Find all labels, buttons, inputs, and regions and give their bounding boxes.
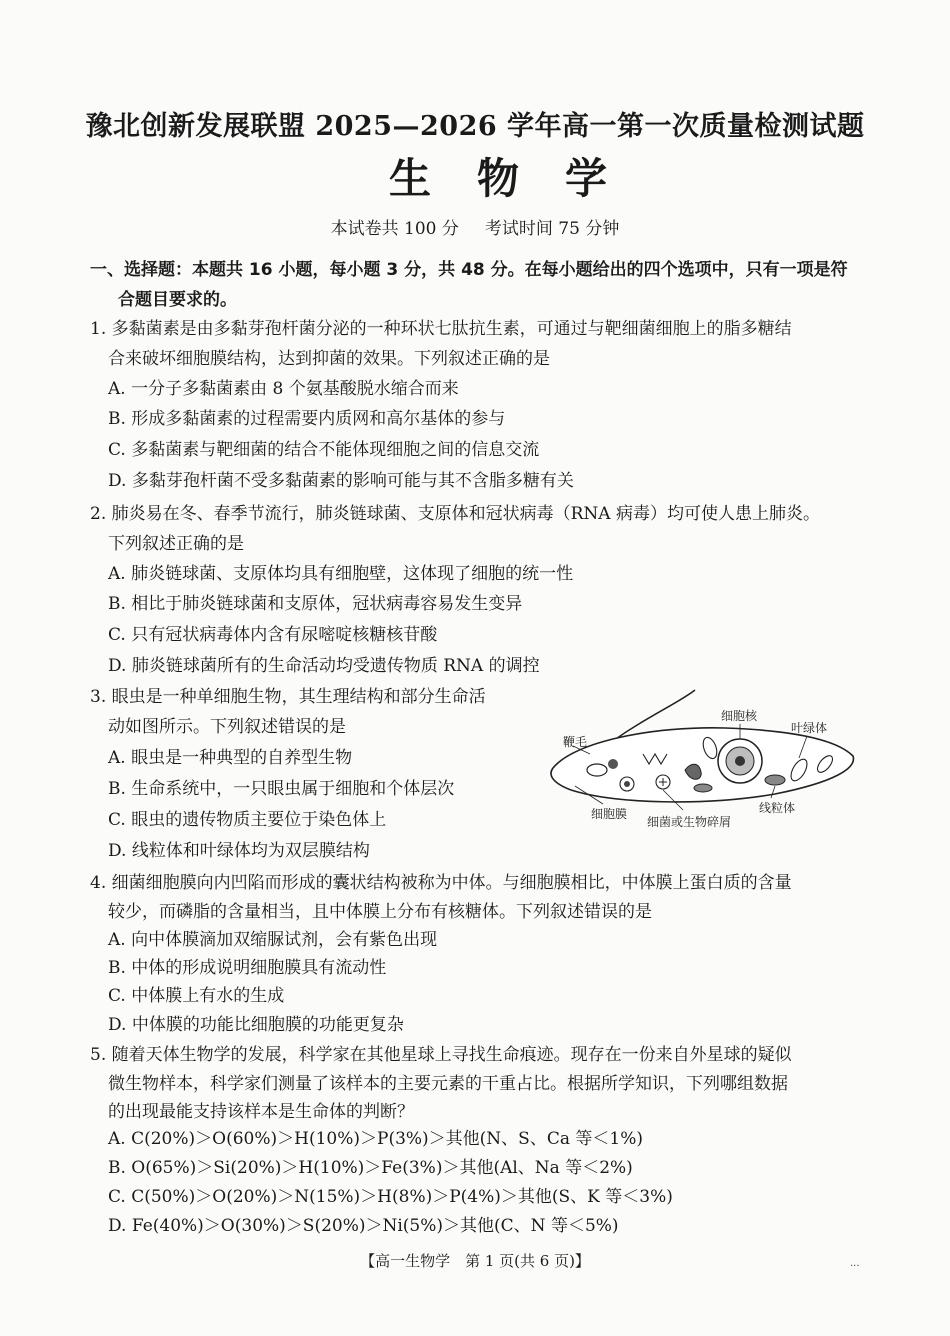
question-4-stem-line1: 4. 细菌细胞膜向内凹陷而形成的囊状结构被称为中体。与细胞膜相比，中体膜上蛋白质的含量 (90, 873, 792, 893)
label-mitochondria: 线粒体 (759, 801, 796, 815)
question-2-option-d: D. 肺炎链球菌所有的生命活动均受遗传物质 RNA 的调控 (108, 656, 540, 676)
question-3-stem-line1: 3. 眼虫是一种单细胞生物，其生理结构和部分生命活 (90, 687, 486, 707)
page-footer: 【高一生物学 第 1 页(共 6 页)】 (360, 1252, 590, 1270)
question-1-option-b: B. 形成多黏菌素的过程需要内质网和高尔基体的参与 (108, 409, 506, 429)
question-3-stem-line2: 动如图所示。下列叙述错误的是 (108, 717, 346, 737)
exam-duration: 考试时间 75 分钟 (484, 219, 620, 239)
total-score: 本试卷共 100 分 (330, 219, 459, 239)
mitochondrion-shape (765, 775, 785, 785)
question-4-option-a: A. 向中体膜滴加双缩脲试剂，会有紫色出现 (108, 930, 438, 950)
question-3-option-b: B. 生命系统中，一只眼虫属于细胞和个体层次 (108, 779, 455, 799)
question-5-option-d: D. Fe(40%)＞O(30%)＞S(20%)＞Ni(5%)＞其他(C、N 等＜5%) (108, 1216, 619, 1236)
question-2-option-c: C. 只有冠状病毒体内含有尿嘧啶核糖核苷酸 (108, 625, 438, 645)
label-chloroplast: 叶绿体 (791, 721, 828, 735)
label-membrane: 细胞膜 (591, 807, 628, 821)
euglena-diagram (535, 686, 870, 836)
food-vacuole (624, 781, 630, 787)
question-5-stem-line3: 的出现最能支持该样本是生命体的判断？ (108, 1102, 414, 1122)
question-2-option-b: B. 相比于肺炎链球菌和支原体，冠状病毒容易发生变异 (108, 594, 523, 614)
label-debris: 细菌或生物碎屑 (647, 815, 732, 829)
label-flagellum: 鞭毛 (563, 735, 588, 749)
exam-title: 豫北创新发展联盟 2025—2026 学年高一第一次质量检测试题 (85, 111, 865, 142)
section-heading-line1: 一、选择题：本题共 16 小题，每小题 3 分，共 48 分。在每小题给出的四个选项中，只有一项是符 (90, 260, 848, 280)
question-1-stem-line1: 1. 多黏菌素是由多黏芽孢杆菌分泌的一种环状七肽抗生素，可通过与靶细菌细胞上的脂多糖结 (90, 319, 792, 339)
question-5-option-b: B. O(65%)＞Si(20%)＞H(10%)＞Fe(3%)＞其他(Al、Na 等＜2%) (108, 1158, 633, 1178)
question-2-option-a: A. 肺炎链球菌、支原体均具有细胞壁，这体现了细胞的统一性 (108, 564, 574, 584)
question-5-option-a: A. C(20%)＞O(60%)＞H(10%)＞P(3%)＞其他(N、S、Ca 等＜1%) (108, 1129, 643, 1149)
question-4-option-d: D. 中体膜的功能比细胞膜的功能更复杂 (108, 1015, 404, 1035)
question-1-option-a: A. 一分子多黏菌素由 8 个氨基酸脱水缩合而来 (108, 379, 459, 399)
question-5-option-c: C. C(50%)＞O(20%)＞N(15%)＞H(8%)＞P(4%)＞其他(S、K 等＜3%) (108, 1187, 673, 1207)
question-3-option-d: D. 线粒体和叶绿体均为双层膜结构 (108, 841, 370, 861)
question-2-stem-line2: 下列叙述正确的是 (108, 534, 244, 554)
label-nucleus: 细胞核 (721, 709, 758, 723)
corner-mark: ... (850, 1258, 860, 1269)
question-3-option-a: A. 眼虫是一种典型的自养型生物 (108, 748, 353, 768)
mitochondrion-shape (694, 784, 712, 792)
section-heading (90, 255, 870, 315)
question-1-option-d: D. 多黏芽孢杆菌不受多黏菌素的影响可能与其不含脂多糖有关 (108, 471, 574, 491)
question-4-stem-line2: 较少，而磷脂的含量相当，且中体膜上分布有核糖体。下列叙述错误的是 (108, 902, 652, 922)
subject-title: 生物学 (388, 154, 653, 203)
nucleolus (735, 756, 745, 766)
question-4-option-b: B. 中体的形成说明细胞膜具有流动性 (108, 958, 387, 978)
question-3-option-c: C. 眼虫的遗传物质主要位于染色体上 (108, 810, 387, 830)
question-1-stem-line2: 合来破坏细胞膜结构，达到抑菌的效果。下列叙述正确的是 (108, 349, 550, 369)
exam-info (0, 214, 950, 239)
eyespot-shape (608, 759, 618, 769)
question-4-option-c: C. 中体膜上有水的生成 (108, 986, 285, 1006)
question-5-stem-line2: 微生物样本，科学家们测量了该样本的主要元素的干重占比。根据所学知识，下列哪组数据 (108, 1074, 788, 1094)
question-2-stem-line1: 2. 肺炎易在冬、春季节流行，肺炎链球菌、支原体和冠状病毒（RNA 病毒）均可使人患上肺炎。 (90, 504, 820, 524)
question-1-option-c: C. 多黏菌素与靶细菌的结合不能体现细胞之间的信息交流 (108, 440, 540, 460)
question-5-stem-line1: 5. 随着天体生物学的发展，科学家在其他星球上寻找生命痕迹。现存在一份来自外星球的疑似 (90, 1045, 792, 1065)
section-heading-line2: 合题目要求的。 (118, 290, 237, 310)
